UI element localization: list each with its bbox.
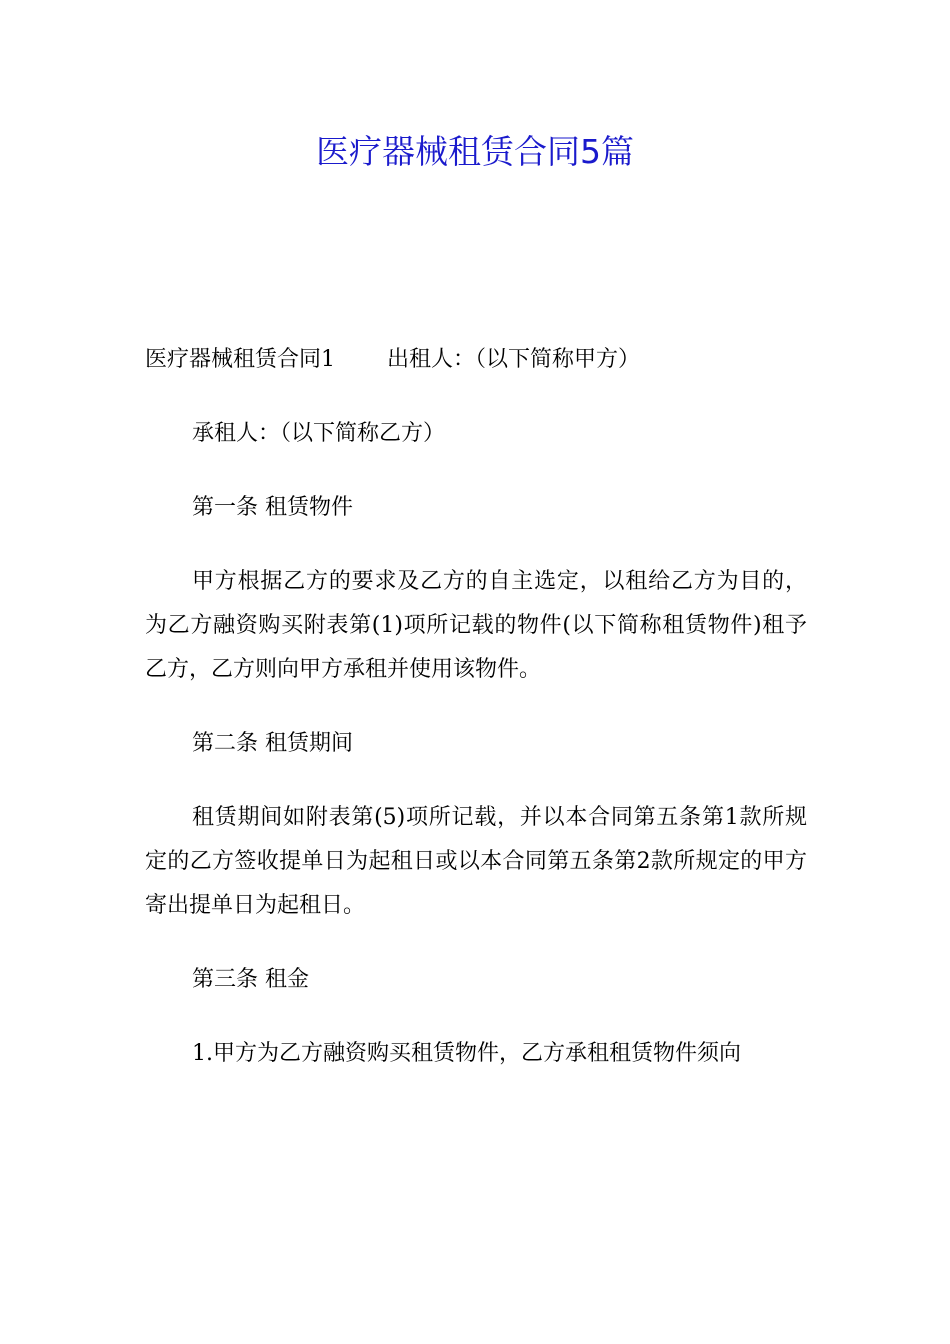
lessor-label: 出租人：（以下简称甲方）	[387, 347, 641, 372]
paragraph-article-1-body: 甲方根据乙方的要求及乙方的自主选定，以租给乙方为目的，为乙方融资购买附表第(1)项所记载的物件(以下简称租赁物件)租予乙方，乙方则向甲方承租并使用该物件。	[145, 569, 807, 682]
contract-number-label: 医疗器械租赁合同1	[145, 347, 335, 372]
paragraph-article-2-body: 租赁期间如附表第(5)项所记载，并以本合同第五条第1款所规定的乙方签收提单日为起租日或以本合同第五条第2款所规定的甲方寄出提单日为起租日。	[145, 805, 807, 918]
document-title: 医疗器械租赁合同5篇	[316, 132, 634, 171]
paragraph-contract-heading	[145, 338, 807, 382]
document-body	[145, 338, 807, 1106]
article-heading-3: 第三条 租金	[192, 967, 309, 992]
article-heading-2: 第二条 租赁期间	[192, 731, 353, 756]
article-heading-1: 第一条 租赁物件	[192, 495, 353, 520]
paragraph-article-3-body: 1.甲方为乙方融资购买租赁物件，乙方承租租赁物件须向	[192, 1041, 741, 1066]
paragraph-lessee: 承租人：（以下简称乙方）	[192, 421, 446, 446]
